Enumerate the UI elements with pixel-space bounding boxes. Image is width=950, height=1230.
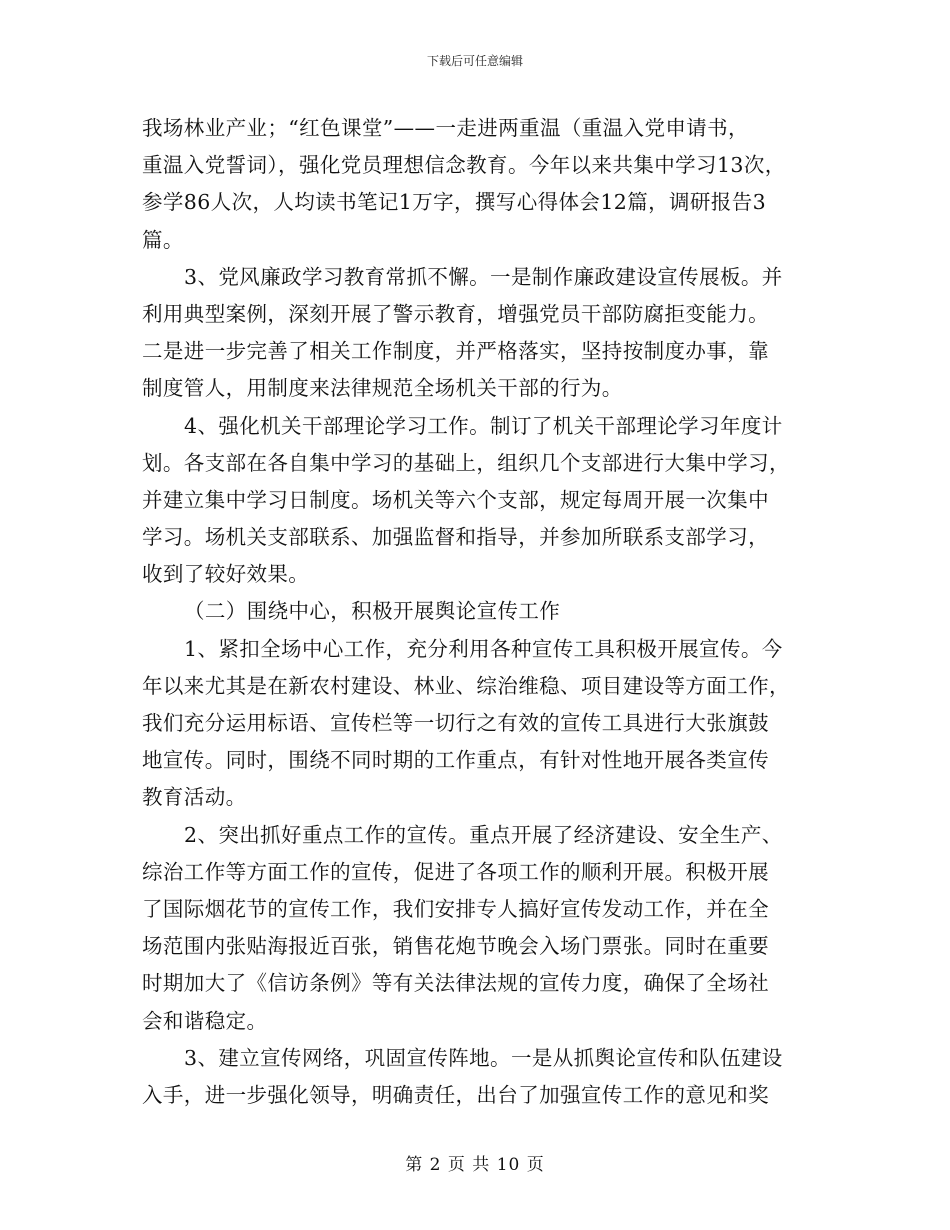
text-line: 收到了较好效果。 xyxy=(142,562,310,587)
text-line: 教育活动。 xyxy=(142,785,247,810)
text-line: 我场林业产业；“红色课堂”——一走进两重温（重温入党申请书， xyxy=(142,116,749,140)
text-line: 综治工作等方面工作的宣传，促进了各项工作的顺利开展。积极开展 xyxy=(142,859,769,884)
text-line: 我们充分运用标语、宣传栏等一切行之有效的宣传工具进行大张旗鼓 xyxy=(142,711,769,735)
text-line: 制度管人，用制度来法律规范全场机关干部的行为。 xyxy=(142,376,623,401)
text-line: 学习。场机关支部联系、加强监督和指导，并参加所联系支部学习， xyxy=(142,525,769,550)
text-line: 二是进一步完善了相关工作制度，并严格落实，坚持按制度办事，靠 xyxy=(142,339,769,364)
text-line: 了国际烟花节的宣传工作，我们安排专人搞好宣传发动工作，并在全 xyxy=(142,896,769,921)
text-line: 时期加大了《信访条例》等有关法律法规的宣传力度，确保了全场社 xyxy=(142,971,769,996)
text-line: 2、突出抓好重点工作的宣传。重点开展了经济建设、安全生产、 xyxy=(184,822,783,847)
text-line: 并建立集中学习日制度。场机关等六个支部，规定每周开展一次集中 xyxy=(142,487,769,512)
text-line: 会和谐稳定。 xyxy=(142,1008,268,1033)
text-line: 3、建立宣传网络，巩固宣传阵地。一是从抓舆论宣传和队伍建设 xyxy=(184,1045,783,1070)
page-footer: 第 2 页 共 10 页 xyxy=(405,1155,545,1175)
text-line: 场范围内张贴海报近百张，销售花炮节晚会入场门票张。同时在重要 xyxy=(142,934,769,959)
page-header: 下载后可任意编辑 xyxy=(426,54,523,68)
text-line: 地宣传。同时，围绕不同时期的工作重点，有针对性地开展各类宣传 xyxy=(142,748,769,773)
text-line: 3、党风廉政学习教育常抓不懈。一是制作廉政建设宣传展板。并 xyxy=(184,264,783,289)
text-line: 年以来尤其是在新农村建设、林业、综治维稳、项目建设等方面工作， xyxy=(142,673,790,698)
text-line: （二）围绕中心，积极开展舆论宣传工作 xyxy=(184,599,561,624)
text-line: 利用典型案例，深刻开展了警示教育，增强党员干部防腐拒变能力。 xyxy=(142,301,769,326)
text-line: 参学86人次，人均读书笔记1万字，撰写心得体会12篇，调研报告3 xyxy=(142,190,767,215)
document-body xyxy=(142,110,810,1114)
text-line: 1、紧扣全场中心工作，充分利用各种宣传工具积极开展宣传。今 xyxy=(184,636,783,661)
text-line: 入手，进一步强化领导，明确责任，出台了加强宣传工作的意见和奖 xyxy=(142,1082,769,1107)
text-line: 篇。 xyxy=(142,227,184,252)
text-line: 划。各支部在各自集中学习的基础上，组织几个支部进行大集中学习， xyxy=(142,450,790,475)
text-line: 重温入党誓词），强化党员理想信念教育。今年以来共集中学习13次， xyxy=(142,153,786,178)
text-line: 4、强化机关干部理论学习工作。制订了机关干部理论学习年度计 xyxy=(184,413,783,438)
